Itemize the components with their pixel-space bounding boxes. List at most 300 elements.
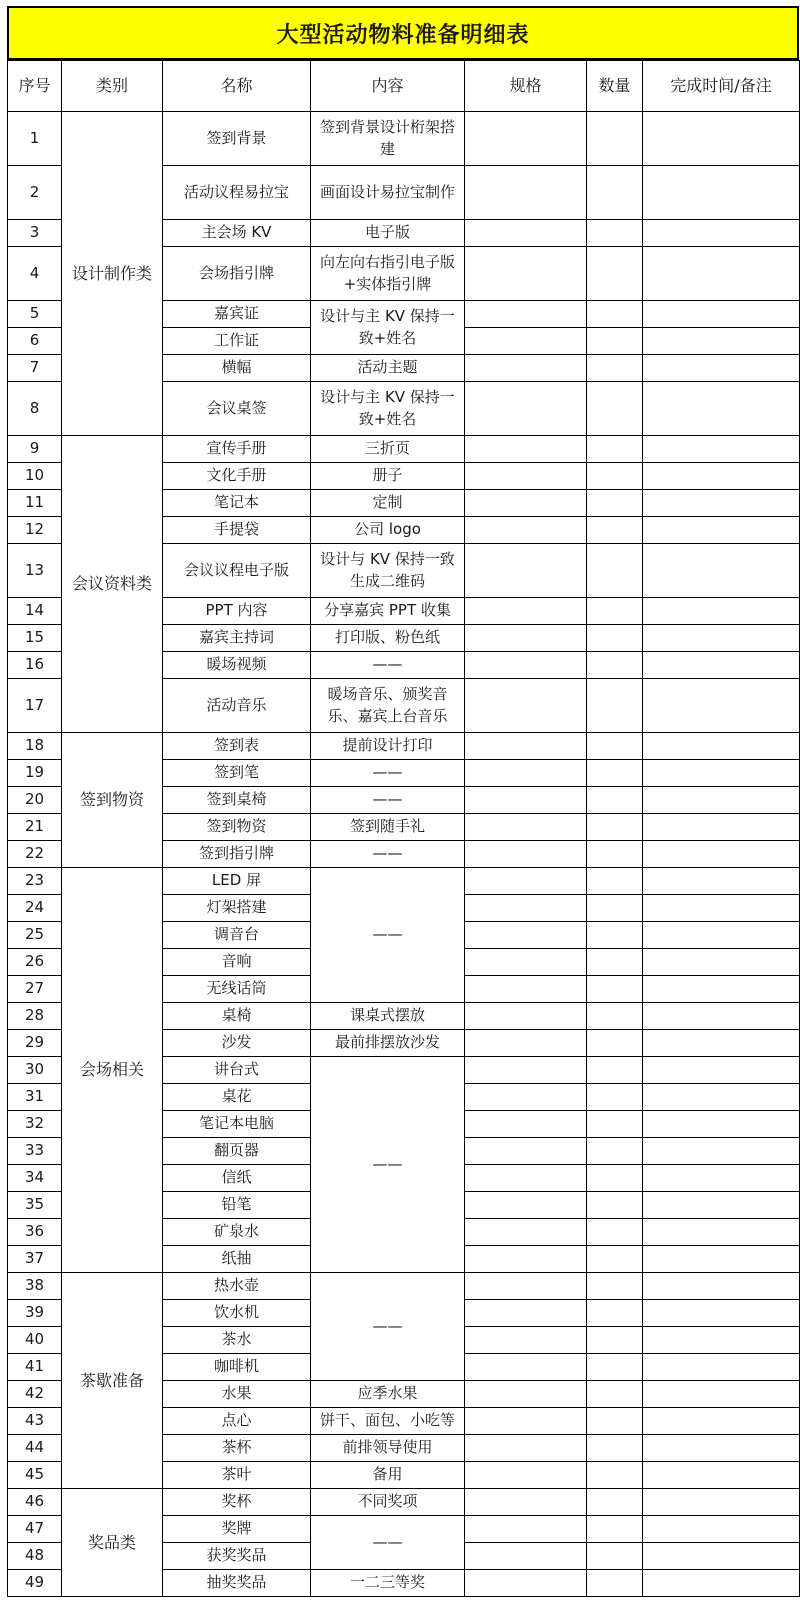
spec-cell[interactable] bbox=[465, 382, 587, 436]
time-cell[interactable] bbox=[643, 1030, 800, 1057]
row-no: 23 bbox=[8, 868, 62, 895]
row-name: 灯架搭建 bbox=[163, 895, 311, 922]
row-no: 48 bbox=[8, 1543, 62, 1570]
time-cell[interactable] bbox=[643, 922, 800, 949]
spec-cell[interactable] bbox=[465, 1354, 587, 1381]
row-name: 主会场 KV bbox=[163, 220, 311, 247]
qty-cell[interactable] bbox=[587, 166, 643, 220]
table-row bbox=[8, 1489, 800, 1516]
qty-cell[interactable] bbox=[587, 814, 643, 841]
qty-cell[interactable] bbox=[587, 868, 643, 895]
row-content: 三折页 bbox=[311, 436, 465, 463]
category-signin: 签到物资 bbox=[62, 733, 163, 868]
spec-cell[interactable] bbox=[465, 1516, 587, 1543]
qty-cell[interactable] bbox=[587, 1462, 643, 1489]
row-name: 暖场视频 bbox=[163, 652, 311, 679]
row-name: 热水壶 bbox=[163, 1273, 311, 1300]
qty-cell[interactable] bbox=[587, 1300, 643, 1327]
qty-cell[interactable] bbox=[587, 1219, 643, 1246]
time-cell[interactable] bbox=[643, 1246, 800, 1273]
row-no: 34 bbox=[8, 1165, 62, 1192]
time-cell[interactable] bbox=[643, 463, 800, 490]
spec-cell[interactable] bbox=[465, 1408, 587, 1435]
row-no: 42 bbox=[8, 1381, 62, 1408]
row-content: 最前排摆放沙发 bbox=[311, 1030, 465, 1057]
qty-cell[interactable] bbox=[587, 490, 643, 517]
row-name: 会议桌签 bbox=[163, 382, 311, 436]
row-no: 32 bbox=[8, 1111, 62, 1138]
spec-cell[interactable] bbox=[465, 949, 587, 976]
time-cell[interactable] bbox=[643, 1192, 800, 1219]
time-cell[interactable] bbox=[643, 112, 800, 166]
row-content: 电子版 bbox=[311, 220, 465, 247]
qty-cell[interactable] bbox=[587, 382, 643, 436]
row-no: 40 bbox=[8, 1327, 62, 1354]
table-row bbox=[8, 112, 800, 166]
time-cell[interactable] bbox=[643, 1057, 800, 1084]
qty-cell[interactable] bbox=[587, 652, 643, 679]
qty-cell[interactable] bbox=[587, 1273, 643, 1300]
spec-cell[interactable] bbox=[465, 355, 587, 382]
row-name: 会场指引牌 bbox=[163, 247, 311, 301]
row-name: 桌花 bbox=[163, 1084, 311, 1111]
time-cell[interactable] bbox=[643, 1165, 800, 1192]
row-name: 矿泉水 bbox=[163, 1219, 311, 1246]
qty-cell[interactable] bbox=[587, 760, 643, 787]
spec-cell[interactable] bbox=[465, 1543, 587, 1570]
time-cell[interactable] bbox=[643, 1435, 800, 1462]
category-prize: 奖品类 bbox=[62, 1489, 163, 1597]
spec-cell[interactable] bbox=[465, 1165, 587, 1192]
time-cell[interactable] bbox=[643, 1273, 800, 1300]
spec-cell[interactable] bbox=[465, 895, 587, 922]
row-content: 活动主题 bbox=[311, 355, 465, 382]
row-no: 20 bbox=[8, 787, 62, 814]
material-sheet bbox=[7, 6, 799, 1597]
row-no: 11 bbox=[8, 490, 62, 517]
qty-cell[interactable] bbox=[587, 1408, 643, 1435]
qty-cell[interactable] bbox=[587, 1327, 643, 1354]
row-content: 不同奖项 bbox=[311, 1489, 465, 1516]
row-content: —— bbox=[311, 652, 465, 679]
row-content: 分享嘉宾 PPT 收集 bbox=[311, 598, 465, 625]
spec-cell[interactable] bbox=[465, 1003, 587, 1030]
row-no: 22 bbox=[8, 841, 62, 868]
row-content: —— bbox=[311, 868, 465, 1003]
row-content: 一二三等奖 bbox=[311, 1570, 465, 1597]
time-cell[interactable] bbox=[643, 760, 800, 787]
time-cell[interactable] bbox=[643, 1381, 800, 1408]
qty-cell[interactable] bbox=[587, 949, 643, 976]
spec-cell[interactable] bbox=[465, 301, 587, 328]
row-name: 获奖奖品 bbox=[163, 1543, 311, 1570]
time-cell[interactable] bbox=[643, 1462, 800, 1489]
time-cell[interactable] bbox=[643, 490, 800, 517]
row-no: 30 bbox=[8, 1057, 62, 1084]
row-content: 画面设计易拉宝制作 bbox=[311, 166, 465, 220]
row-name: 茶水 bbox=[163, 1327, 311, 1354]
time-cell[interactable] bbox=[643, 814, 800, 841]
time-cell[interactable] bbox=[643, 679, 800, 733]
row-name: 签到笔 bbox=[163, 760, 311, 787]
row-no: 35 bbox=[8, 1192, 62, 1219]
header-qty: 数量 bbox=[587, 61, 643, 112]
spec-cell[interactable] bbox=[465, 841, 587, 868]
qty-cell[interactable] bbox=[587, 301, 643, 328]
row-content: 饼干、面包、小吃等 bbox=[311, 1408, 465, 1435]
row-content: 设计与主 KV 保持一致+姓名 bbox=[311, 382, 465, 436]
time-cell[interactable] bbox=[643, 841, 800, 868]
spec-cell[interactable] bbox=[465, 976, 587, 1003]
time-cell[interactable] bbox=[643, 625, 800, 652]
row-no: 2 bbox=[8, 166, 62, 220]
spec-cell[interactable] bbox=[465, 112, 587, 166]
row-name: 沙发 bbox=[163, 1030, 311, 1057]
header-no: 序号 bbox=[8, 61, 62, 112]
qty-cell[interactable] bbox=[587, 328, 643, 355]
time-cell[interactable] bbox=[643, 382, 800, 436]
row-content: —— bbox=[311, 1057, 465, 1273]
qty-cell[interactable] bbox=[587, 1570, 643, 1597]
row-no: 49 bbox=[8, 1570, 62, 1597]
qty-cell[interactable] bbox=[587, 1138, 643, 1165]
time-cell[interactable] bbox=[643, 436, 800, 463]
row-name: 茶叶 bbox=[163, 1462, 311, 1489]
row-name: 信纸 bbox=[163, 1165, 311, 1192]
row-no: 15 bbox=[8, 625, 62, 652]
row-name: 水果 bbox=[163, 1381, 311, 1408]
qty-cell[interactable] bbox=[587, 1489, 643, 1516]
row-name: 工作证 bbox=[163, 328, 311, 355]
qty-cell[interactable] bbox=[587, 787, 643, 814]
time-cell[interactable] bbox=[643, 1219, 800, 1246]
spec-cell[interactable] bbox=[465, 652, 587, 679]
spec-cell[interactable] bbox=[465, 625, 587, 652]
time-cell[interactable] bbox=[643, 517, 800, 544]
table-row bbox=[8, 1273, 800, 1300]
row-name: 无线话筒 bbox=[163, 976, 311, 1003]
row-no: 6 bbox=[8, 328, 62, 355]
spec-cell[interactable] bbox=[465, 490, 587, 517]
row-name: PPT 内容 bbox=[163, 598, 311, 625]
spec-cell[interactable] bbox=[465, 1192, 587, 1219]
time-cell[interactable] bbox=[643, 1543, 800, 1570]
time-cell[interactable] bbox=[643, 1003, 800, 1030]
spec-cell[interactable] bbox=[465, 1138, 587, 1165]
row-name: 音响 bbox=[163, 949, 311, 976]
spec-cell[interactable] bbox=[465, 922, 587, 949]
qty-cell[interactable] bbox=[587, 436, 643, 463]
category-tea: 茶歇准备 bbox=[62, 1273, 163, 1489]
spec-cell[interactable] bbox=[465, 1462, 587, 1489]
spec-cell[interactable] bbox=[465, 1300, 587, 1327]
qty-cell[interactable] bbox=[587, 733, 643, 760]
time-cell[interactable] bbox=[643, 868, 800, 895]
time-cell[interactable] bbox=[643, 895, 800, 922]
row-name: 签到表 bbox=[163, 733, 311, 760]
qty-cell[interactable] bbox=[587, 544, 643, 598]
qty-cell[interactable] bbox=[587, 1084, 643, 1111]
row-name: 翻页器 bbox=[163, 1138, 311, 1165]
qty-cell[interactable] bbox=[587, 1354, 643, 1381]
qty-cell[interactable] bbox=[587, 922, 643, 949]
qty-cell[interactable] bbox=[587, 517, 643, 544]
row-name: 嘉宾主持词 bbox=[163, 625, 311, 652]
row-name: 签到物资 bbox=[163, 814, 311, 841]
row-name: 签到背景 bbox=[163, 112, 311, 166]
time-cell[interactable] bbox=[643, 1300, 800, 1327]
spec-cell[interactable] bbox=[465, 544, 587, 598]
time-cell[interactable] bbox=[643, 328, 800, 355]
spec-cell[interactable] bbox=[465, 1273, 587, 1300]
table-row bbox=[8, 868, 800, 895]
header-row bbox=[8, 61, 800, 112]
row-content: —— bbox=[311, 1273, 465, 1381]
qty-cell[interactable] bbox=[587, 1030, 643, 1057]
row-name: 抽奖奖品 bbox=[163, 1570, 311, 1597]
spec-cell[interactable] bbox=[465, 679, 587, 733]
qty-cell[interactable] bbox=[587, 112, 643, 166]
row-name: 签到桌椅 bbox=[163, 787, 311, 814]
header-spec: 规格 bbox=[465, 61, 587, 112]
row-no: 7 bbox=[8, 355, 62, 382]
spec-cell[interactable] bbox=[465, 436, 587, 463]
row-name: 调音台 bbox=[163, 922, 311, 949]
spec-cell[interactable] bbox=[465, 814, 587, 841]
row-no: 17 bbox=[8, 679, 62, 733]
spec-cell[interactable] bbox=[465, 166, 587, 220]
spec-cell[interactable] bbox=[465, 247, 587, 301]
qty-cell[interactable] bbox=[587, 598, 643, 625]
row-content: 应季水果 bbox=[311, 1381, 465, 1408]
row-no: 39 bbox=[8, 1300, 62, 1327]
qty-cell[interactable] bbox=[587, 247, 643, 301]
qty-cell[interactable] bbox=[587, 679, 643, 733]
time-cell[interactable] bbox=[643, 787, 800, 814]
row-content: 签到随手礼 bbox=[311, 814, 465, 841]
header-time: 完成时间/备注 bbox=[643, 61, 800, 112]
spec-cell[interactable] bbox=[465, 1327, 587, 1354]
row-content: —— bbox=[311, 1516, 465, 1570]
spec-cell[interactable] bbox=[465, 463, 587, 490]
time-cell[interactable] bbox=[643, 949, 800, 976]
qty-cell[interactable] bbox=[587, 1057, 643, 1084]
spec-cell[interactable] bbox=[465, 1435, 587, 1462]
row-no: 10 bbox=[8, 463, 62, 490]
row-name: 茶杯 bbox=[163, 1435, 311, 1462]
qty-cell[interactable] bbox=[587, 625, 643, 652]
spec-cell[interactable] bbox=[465, 1246, 587, 1273]
row-name: 咖啡机 bbox=[163, 1354, 311, 1381]
qty-cell[interactable] bbox=[587, 220, 643, 247]
row-no: 5 bbox=[8, 301, 62, 328]
sheet-title: 大型活动物料准备明细表 bbox=[7, 6, 799, 60]
row-name: 奖杯 bbox=[163, 1489, 311, 1516]
row-name: 铅笔 bbox=[163, 1192, 311, 1219]
spec-cell[interactable] bbox=[465, 868, 587, 895]
qty-cell[interactable] bbox=[587, 1003, 643, 1030]
spec-cell[interactable] bbox=[465, 760, 587, 787]
time-cell[interactable] bbox=[643, 976, 800, 1003]
row-no: 38 bbox=[8, 1273, 62, 1300]
row-content: —— bbox=[311, 760, 465, 787]
row-content: —— bbox=[311, 841, 465, 868]
row-no: 19 bbox=[8, 760, 62, 787]
spec-cell[interactable] bbox=[465, 787, 587, 814]
row-content: 提前设计打印 bbox=[311, 733, 465, 760]
time-cell[interactable] bbox=[643, 1489, 800, 1516]
row-no: 12 bbox=[8, 517, 62, 544]
row-name: 会议议程电子版 bbox=[163, 544, 311, 598]
row-name: LED 屏 bbox=[163, 868, 311, 895]
time-cell[interactable] bbox=[643, 598, 800, 625]
row-name: 嘉宾证 bbox=[163, 301, 311, 328]
header-category: 类别 bbox=[62, 61, 163, 112]
qty-cell[interactable] bbox=[587, 463, 643, 490]
time-cell[interactable] bbox=[643, 544, 800, 598]
row-no: 3 bbox=[8, 220, 62, 247]
row-content: 公司 logo bbox=[311, 517, 465, 544]
row-content: 设计与主 KV 保持一致+姓名 bbox=[311, 301, 465, 355]
row-no: 41 bbox=[8, 1354, 62, 1381]
spec-cell[interactable] bbox=[465, 1057, 587, 1084]
row-content: 向左向右指引电子版+实体指引牌 bbox=[311, 247, 465, 301]
material-table bbox=[7, 60, 800, 1597]
row-no: 1 bbox=[8, 112, 62, 166]
spec-cell[interactable] bbox=[465, 517, 587, 544]
time-cell[interactable] bbox=[643, 355, 800, 382]
time-cell[interactable] bbox=[643, 301, 800, 328]
row-content: 打印版、粉色纸 bbox=[311, 625, 465, 652]
row-name: 活动议程易拉宝 bbox=[163, 166, 311, 220]
time-cell[interactable] bbox=[643, 1111, 800, 1138]
spec-cell[interactable] bbox=[465, 733, 587, 760]
header-name: 名称 bbox=[163, 61, 311, 112]
category-design: 设计制作类 bbox=[62, 112, 163, 436]
qty-cell[interactable] bbox=[587, 841, 643, 868]
row-content: 暖场音乐、颁奖音乐、嘉宾上台音乐 bbox=[311, 679, 465, 733]
time-cell[interactable] bbox=[643, 1516, 800, 1543]
time-cell[interactable] bbox=[643, 1138, 800, 1165]
row-no: 14 bbox=[8, 598, 62, 625]
row-name: 笔记本电脑 bbox=[163, 1111, 311, 1138]
spec-cell[interactable] bbox=[465, 1030, 587, 1057]
row-name: 饮水机 bbox=[163, 1300, 311, 1327]
qty-cell[interactable] bbox=[587, 895, 643, 922]
time-cell[interactable] bbox=[643, 652, 800, 679]
row-no: 16 bbox=[8, 652, 62, 679]
row-no: 24 bbox=[8, 895, 62, 922]
table-row bbox=[8, 733, 800, 760]
row-no: 26 bbox=[8, 949, 62, 976]
row-no: 46 bbox=[8, 1489, 62, 1516]
row-name: 纸抽 bbox=[163, 1246, 311, 1273]
qty-cell[interactable] bbox=[587, 976, 643, 1003]
row-content: 课桌式摆放 bbox=[311, 1003, 465, 1030]
row-no: 27 bbox=[8, 976, 62, 1003]
row-content: 前排领导使用 bbox=[311, 1435, 465, 1462]
row-no: 25 bbox=[8, 922, 62, 949]
qty-cell[interactable] bbox=[587, 355, 643, 382]
qty-cell[interactable] bbox=[587, 1192, 643, 1219]
table-row bbox=[8, 436, 800, 463]
time-cell[interactable] bbox=[643, 1084, 800, 1111]
row-no: 4 bbox=[8, 247, 62, 301]
row-no: 33 bbox=[8, 1138, 62, 1165]
row-no: 31 bbox=[8, 1084, 62, 1111]
spec-cell[interactable] bbox=[465, 220, 587, 247]
row-no: 8 bbox=[8, 382, 62, 436]
time-cell[interactable] bbox=[643, 1570, 800, 1597]
header-content: 内容 bbox=[311, 61, 465, 112]
row-no: 9 bbox=[8, 436, 62, 463]
spec-cell[interactable] bbox=[465, 1084, 587, 1111]
row-no: 44 bbox=[8, 1435, 62, 1462]
qty-cell[interactable] bbox=[587, 1111, 643, 1138]
category-venue: 会场相关 bbox=[62, 868, 163, 1273]
row-name: 活动音乐 bbox=[163, 679, 311, 733]
qty-cell[interactable] bbox=[587, 1246, 643, 1273]
row-name: 奖牌 bbox=[163, 1516, 311, 1543]
row-content: —— bbox=[311, 787, 465, 814]
row-no: 18 bbox=[8, 733, 62, 760]
time-cell[interactable] bbox=[643, 220, 800, 247]
qty-cell[interactable] bbox=[587, 1543, 643, 1570]
row-name: 手提袋 bbox=[163, 517, 311, 544]
time-cell[interactable] bbox=[643, 166, 800, 220]
row-no: 37 bbox=[8, 1246, 62, 1273]
row-name: 横幅 bbox=[163, 355, 311, 382]
row-name: 桌椅 bbox=[163, 1003, 311, 1030]
row-no: 47 bbox=[8, 1516, 62, 1543]
spec-cell[interactable] bbox=[465, 1489, 587, 1516]
row-no: 21 bbox=[8, 814, 62, 841]
row-content: 定制 bbox=[311, 490, 465, 517]
spec-cell[interactable] bbox=[465, 1219, 587, 1246]
row-name: 文化手册 bbox=[163, 463, 311, 490]
row-content: 册子 bbox=[311, 463, 465, 490]
time-cell[interactable] bbox=[643, 1354, 800, 1381]
spec-cell[interactable] bbox=[465, 328, 587, 355]
time-cell[interactable] bbox=[643, 1327, 800, 1354]
category-materials: 会议资料类 bbox=[62, 436, 163, 733]
row-name: 点心 bbox=[163, 1408, 311, 1435]
row-name: 讲台式 bbox=[163, 1057, 311, 1084]
spec-cell[interactable] bbox=[465, 1111, 587, 1138]
qty-cell[interactable] bbox=[587, 1381, 643, 1408]
time-cell[interactable] bbox=[643, 1408, 800, 1435]
row-no: 13 bbox=[8, 544, 62, 598]
row-name: 宣传手册 bbox=[163, 436, 311, 463]
row-name: 笔记本 bbox=[163, 490, 311, 517]
row-content: 备用 bbox=[311, 1462, 465, 1489]
time-cell[interactable] bbox=[643, 247, 800, 301]
time-cell[interactable] bbox=[643, 733, 800, 760]
row-no: 36 bbox=[8, 1219, 62, 1246]
spec-cell[interactable] bbox=[465, 1381, 587, 1408]
row-content: 设计与 KV 保持一致生成二维码 bbox=[311, 544, 465, 598]
spec-cell[interactable] bbox=[465, 1570, 587, 1597]
row-no: 28 bbox=[8, 1003, 62, 1030]
qty-cell[interactable] bbox=[587, 1516, 643, 1543]
row-content: 签到背景设计桁架搭建 bbox=[311, 112, 465, 166]
row-no: 43 bbox=[8, 1408, 62, 1435]
qty-cell[interactable] bbox=[587, 1435, 643, 1462]
row-no: 45 bbox=[8, 1462, 62, 1489]
qty-cell[interactable] bbox=[587, 1165, 643, 1192]
spec-cell[interactable] bbox=[465, 598, 587, 625]
row-no: 29 bbox=[8, 1030, 62, 1057]
